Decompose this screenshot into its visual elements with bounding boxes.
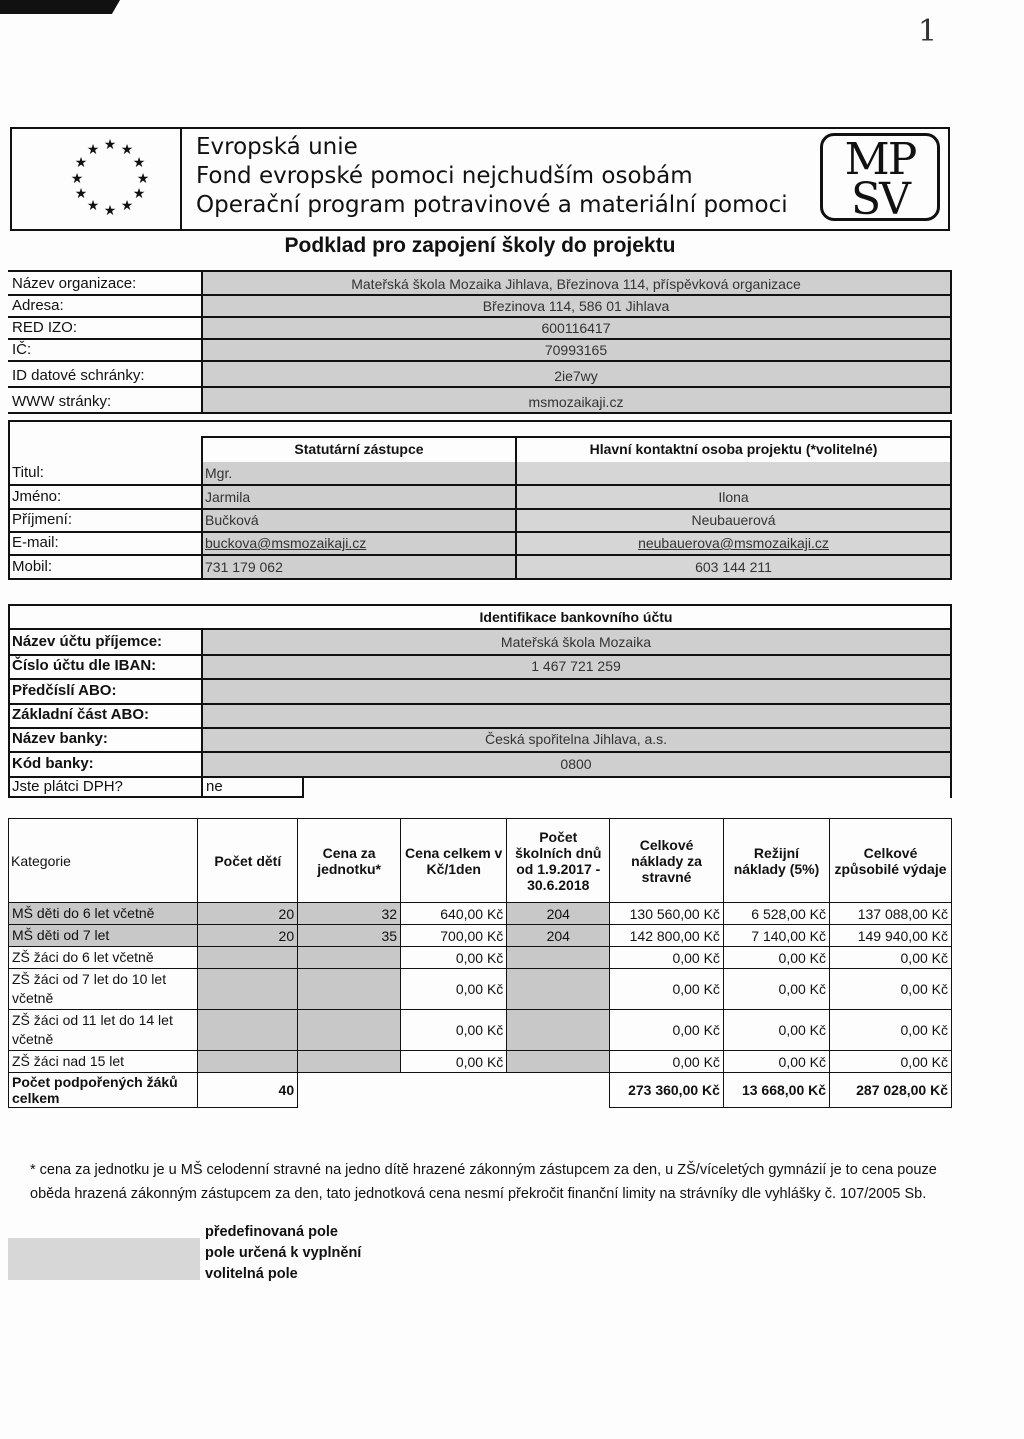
svg-text:★: ★	[86, 142, 100, 158]
contact-label: Mobil:	[12, 558, 53, 575]
cost-cell-total-day: 0,00 Kč	[401, 969, 507, 1010]
col-count: Počet dětí	[198, 819, 298, 903]
col-overhead: Režijní náklady (5%)	[723, 819, 829, 903]
total-eligible: 287 028,00 Kč	[830, 1073, 952, 1108]
costs-total-row	[9, 1073, 952, 1108]
row-divider	[8, 751, 952, 753]
cost-cell-cat: MŠ děti do 6 let včetně	[9, 903, 198, 925]
cost-cell-unit: 32	[298, 903, 401, 925]
col-days: Počet školních dnů od 1.9.2017 - 30.6.2018	[507, 819, 610, 903]
cost-cell-meals: 0,00 Kč	[610, 969, 724, 1010]
svg-text:★: ★	[86, 198, 100, 214]
statutory-value: Bučková	[205, 512, 259, 528]
svg-text:★: ★	[136, 171, 150, 187]
statutory-header: Statutární zástupce	[294, 441, 424, 457]
bank-label: Název účtu příjemce:	[12, 633, 163, 650]
cost-cell-overhead: 0,00 Kč	[723, 947, 829, 969]
scan-corner-mark	[0, 0, 120, 14]
legend-item-fill: pole určená k vyplnění	[205, 1245, 362, 1261]
cost-cell-days: 204	[507, 925, 610, 947]
cost-cell-meals: 142 800,00 Kč	[610, 925, 724, 947]
cost-row	[9, 1010, 952, 1051]
cost-cell-count: 20	[198, 903, 298, 925]
org-label: Adresa:	[12, 297, 64, 314]
cost-row	[9, 903, 952, 925]
mpsv-logo-line-1: MP	[844, 134, 916, 185]
contact-label: Titul:	[12, 464, 44, 481]
cost-cell-total-day: 700,00 Kč	[401, 925, 507, 947]
bank-label: Základní část ABO:	[12, 706, 149, 723]
cost-cell-days	[507, 1010, 610, 1051]
cost-row	[9, 1051, 952, 1073]
bank-label: Kód banky:	[12, 755, 94, 772]
org-value: 70993165	[544, 342, 608, 358]
cost-cell-cat: ZŠ žáci od 11 let do 14 let včetně	[9, 1010, 198, 1051]
row-divider	[8, 703, 952, 705]
org-label: IČ:	[12, 341, 32, 358]
contacts-label-divider	[201, 462, 203, 580]
vat-label: Jste plátci DPH?	[12, 778, 123, 795]
eu-line-2: Fond evropské pomoci nejchudším osobám	[196, 163, 693, 189]
cost-cell-days	[507, 947, 610, 969]
cost-row	[9, 969, 952, 1010]
legend-swatch	[8, 1238, 200, 1280]
svg-text:★: ★	[103, 203, 117, 219]
cost-cell-count	[198, 1010, 298, 1051]
org-label: ID datové schránky:	[12, 367, 145, 384]
cost-cell-cat: MŠ děti od 7 let	[9, 925, 198, 947]
col-eligible: Celkové způsobilé výdaje	[830, 819, 952, 903]
bank-header-line	[8, 628, 952, 630]
cost-cell-unit	[298, 947, 401, 969]
col-meals: Celkové náklady za stravné	[610, 819, 724, 903]
eu-flag-cell	[10, 127, 182, 231]
cost-cell-count	[198, 947, 298, 969]
contact-label: Jméno:	[12, 488, 62, 505]
legend-item-optional: volitelná pole	[205, 1266, 298, 1282]
org-value: Březinova 114, 586 01 Jihlava	[482, 298, 670, 314]
eu-title-block	[196, 133, 788, 220]
cost-cell-days	[507, 1051, 610, 1073]
cost-cell-eligible: 0,00 Kč	[830, 969, 952, 1010]
eu-line-3: Operační program potravinové a materiální pomoci	[196, 192, 788, 218]
cost-cell-cat: ZŠ žáci od 7 let do 10 let včetně	[9, 969, 198, 1010]
statutory-value: Mgr.	[205, 465, 233, 481]
cost-cell-overhead: 6 528,00 Kč	[723, 903, 829, 925]
svg-text:★: ★	[120, 142, 134, 158]
svg-text:★: ★	[103, 137, 117, 153]
org-value: msmozaikaji.cz	[528, 394, 624, 410]
total-overhead: 13 668,00 Kč	[723, 1073, 829, 1108]
total-meals: 273 360,00 Kč	[610, 1073, 724, 1108]
total-label: Počet podpořených žáků celkem	[9, 1073, 198, 1108]
cost-cell-eligible: 0,00 Kč	[830, 1051, 952, 1073]
svg-text:★: ★	[120, 198, 134, 214]
row-divider	[8, 386, 952, 388]
eu-line-1: Evropská unie	[196, 134, 358, 160]
cost-cell-total-day: 0,00 Kč	[401, 1010, 507, 1051]
mpsv-logo	[820, 133, 940, 225]
statutory-value: 731 179 062	[205, 559, 283, 575]
cost-cell-eligible: 0,00 Kč	[830, 947, 952, 969]
org-label: WWW stránky:	[12, 393, 112, 410]
bank-value: 0800	[560, 756, 592, 772]
contact-value[interactable]: neubauerova@msmozaikaji.cz	[638, 535, 829, 551]
row-divider	[8, 412, 952, 414]
cost-cell-meals: 130 560,00 Kč	[610, 903, 724, 925]
cost-cell-meals: 0,00 Kč	[610, 1051, 724, 1073]
row-divider	[8, 578, 952, 580]
page-number: 1	[918, 14, 938, 49]
bank-value: 1 467 721 259	[531, 658, 621, 674]
svg-text:★: ★	[132, 186, 146, 202]
cost-cell-overhead: 7 140,00 Kč	[723, 925, 829, 947]
cost-cell-days	[507, 969, 610, 1010]
bank-label: Název banky:	[12, 730, 108, 747]
vat-value: ne	[206, 778, 223, 795]
cost-cell-cat: ZŠ žáci do 6 let včetně	[9, 947, 198, 969]
cost-cell-count	[198, 1051, 298, 1073]
contact-label: E-mail:	[12, 534, 59, 551]
costs-table	[8, 818, 952, 1108]
row-divider	[8, 484, 952, 486]
contact-value: Neubauerová	[691, 512, 776, 528]
cost-cell-eligible: 0,00 Kč	[830, 1010, 952, 1051]
cost-cell-unit: 35	[298, 925, 401, 947]
cost-cell-count	[198, 969, 298, 1010]
footnote: * cena za jednotku je u MŠ celodenní stravné na jedno dítě hrazené zákonným zástupcem za den, u ZŠ/víceletých gymnázií je to cena pouze oběda hrazená zákonným zástupcem za den, tato jednotková cena nesmí překročit finanční limity na strávníky dle vyhlášky č. 107/2005 Sb.	[30, 1162, 937, 1202]
bank-label: Předčíslí ABO:	[12, 682, 117, 699]
legend-item-predefined: předefinovaná pole	[205, 1224, 338, 1240]
svg-text:★: ★	[74, 155, 88, 171]
contact-header: Hlavní kontaktní osoba projektu (*volitelné)	[589, 441, 878, 457]
total-count: 40	[198, 1073, 298, 1108]
svg-text:★: ★	[74, 186, 88, 202]
contact-label: Příjmení:	[12, 511, 73, 528]
cost-row	[9, 925, 952, 947]
cost-row	[9, 947, 952, 969]
cost-cell-meals: 0,00 Kč	[610, 1010, 724, 1051]
eu-stars-icon	[50, 127, 170, 231]
cost-cell-meals: 0,00 Kč	[610, 947, 724, 969]
cost-cell-total-day: 0,00 Kč	[401, 947, 507, 969]
page-title: Podklad pro zapojení školy do projektu	[284, 234, 676, 257]
org-value: 2ie7wy	[554, 368, 598, 384]
cost-cell-cat: ZŠ žáci nad 15 let	[9, 1051, 198, 1073]
row-divider	[8, 360, 952, 362]
cost-cell-overhead: 0,00 Kč	[723, 1010, 829, 1051]
cost-cell-count: 20	[198, 925, 298, 947]
org-label: Název organizace:	[12, 275, 137, 292]
legend	[205, 1222, 361, 1285]
org-value: Mateřská škola Mozaika Jihlava, Březinova 114, příspěvková organizace	[351, 276, 801, 292]
statutory-value[interactable]: buckova@msmozaikaji.cz	[205, 535, 367, 551]
svg-text:★: ★	[70, 171, 84, 187]
bank-header: Identifikace bankovního účtu	[479, 609, 673, 625]
bank-value: Mateřská škola Mozaika	[500, 634, 652, 650]
cost-cell-overhead: 0,00 Kč	[723, 1051, 829, 1073]
cost-cell-unit	[298, 969, 401, 1010]
statutory-value: Jarmila	[205, 489, 251, 505]
org-value: 600116417	[541, 320, 611, 336]
bank-value: Česká spořitelna Jihlava, a.s.	[484, 731, 668, 747]
cost-cell-unit	[298, 1010, 401, 1051]
contact-value: Ilona	[718, 489, 749, 505]
cost-cell-total-day: 0,00 Kč	[401, 1051, 507, 1073]
contact-value: 603 144 211	[695, 559, 772, 575]
cost-cell-unit	[298, 1051, 401, 1073]
cost-cell-days: 204	[507, 903, 610, 925]
col-category: Kategorie	[9, 819, 198, 903]
mpsv-logo-line-2: SV	[851, 174, 909, 225]
costs-header-row	[9, 819, 952, 903]
cost-cell-total-day: 640,00 Kč	[401, 903, 507, 925]
svg-text:★: ★	[132, 155, 146, 171]
row-divider	[8, 678, 952, 680]
col-unit-price: Cena za jednotku*	[298, 819, 401, 903]
cost-cell-overhead: 0,00 Kč	[723, 969, 829, 1010]
cost-cell-eligible: 137 088,00 Kč	[830, 903, 952, 925]
bank-label: Číslo účtu dle IBAN:	[12, 657, 157, 674]
col-total-day: Cena celkem v Kč/1den	[401, 819, 507, 903]
cost-cell-eligible: 149 940,00 Kč	[830, 925, 952, 947]
org-label: RED IZO:	[12, 319, 78, 336]
row-divider	[8, 554, 952, 556]
